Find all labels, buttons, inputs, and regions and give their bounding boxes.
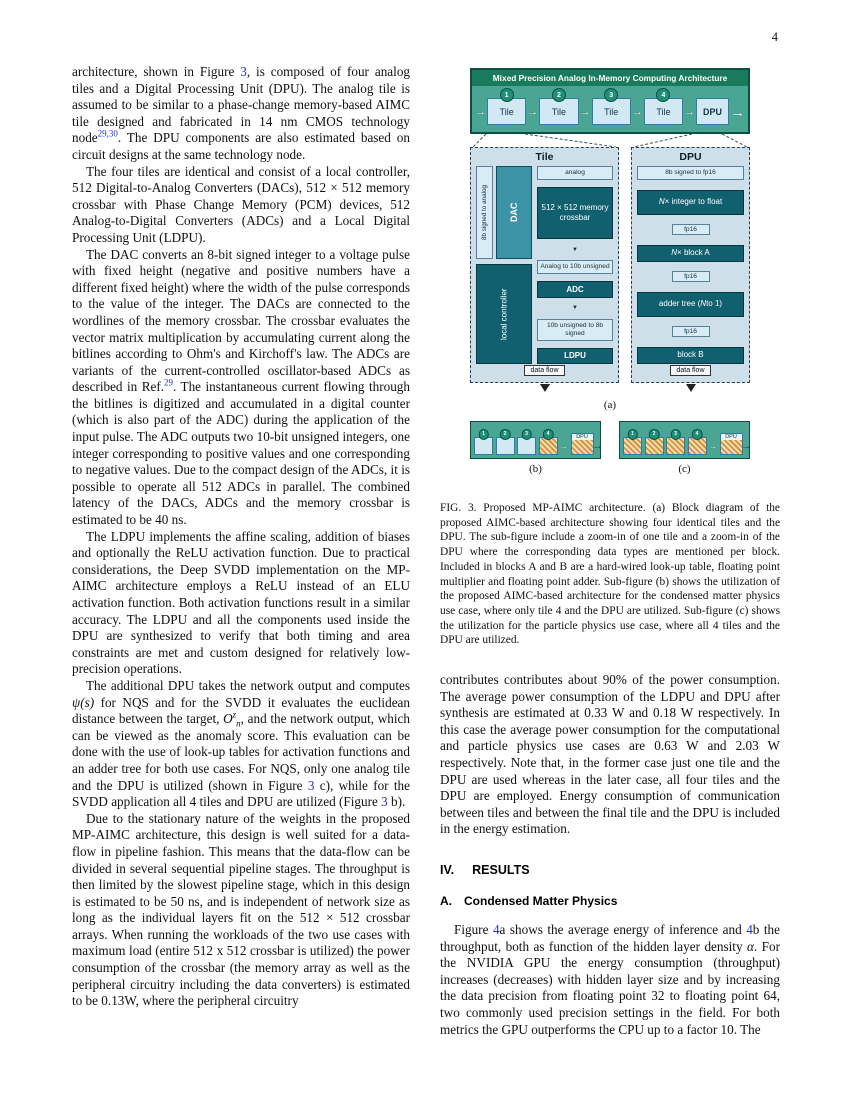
text-run: × block A: [677, 248, 710, 258]
paragraph: [440, 501, 780, 648]
tile-2-mini-active: [645, 431, 664, 455]
text-run: z: [232, 709, 237, 720]
zoom-row: [470, 147, 750, 383]
local-controller-block: local controller: [476, 264, 532, 364]
flow-arrow-icon: [475, 100, 486, 125]
utilization-row: [470, 421, 750, 475]
tile-dataflow: [471, 359, 618, 377]
tile-3-mini: [517, 431, 536, 455]
subsection-title: Condensed Matter Physics: [464, 893, 618, 908]
paragraph: [72, 678, 410, 811]
down-arrow-icon: [537, 305, 613, 311]
dac-input-label: 8b signed to analog: [476, 166, 493, 259]
text-run: × integer to float: [664, 197, 723, 207]
page-number: 4: [771, 30, 778, 44]
paragraph: [72, 811, 410, 1010]
tile-zoom: [470, 147, 619, 383]
text-run: N: [658, 197, 665, 207]
reference-link[interactable]: 29,30: [97, 128, 118, 139]
text-run: . The instantaneous current flowing through the bitlines is digitized and accumulated in a digital counter (which is also part of the ADC) during the application of the input pulse. The ADC outputs two 10-bit unsigned integers, one integer corresponding to positive values and one corresponding to negative values. Due to the compact design of the ADCs, it is possible to operate all 512 ADCs in parallel. The combined latency of the DACs, ADCs and the memory crossbar is estimated to be 40 ns.: [72, 379, 410, 528]
text-run: The additional DPU takes the network output and computes: [86, 677, 410, 693]
dpu-input-label: 8b signed to fp16: [637, 166, 744, 180]
subsection-number: A.: [440, 893, 452, 908]
tile-4: [644, 91, 683, 125]
subfigure-a-label: (a): [603, 399, 617, 411]
paragraph: [72, 164, 410, 247]
text-run: The LDPU implements the affine scaling, addition of biases and optionally the ReLU activation function. Due to practical considerations, the Deep SVDD implementation on the MP-AIMC architecture employs a ReLU instead of an ELU activation function. Both activation functions result in a similar accuracy. The LDPU and all the components used inside the DPU are synthesized to verify that both timing and area constraints are met and custom designed for relatively low-precision operations.: [72, 528, 410, 677]
text-run: . The DPU components are also estimated based on circuit designs at the same technology node.: [72, 130, 410, 162]
subfigure-b: [470, 421, 601, 475]
tile-1-mini: [474, 431, 493, 455]
right-column-text-bottom: [440, 922, 780, 1038]
tile-3: [592, 91, 631, 125]
tile-3-mini-badge: 3: [670, 429, 681, 440]
reference-link[interactable]: 3: [307, 777, 315, 793]
dac-block: DAC: [496, 166, 532, 259]
dpu-zoom: [631, 147, 750, 383]
flow-arrow-icon: [560, 439, 568, 455]
tile-3-mini-badge: 3: [521, 429, 532, 440]
subfigure-b-label: (b): [529, 463, 542, 475]
output-arrow-icon: [730, 100, 745, 125]
reference-link[interactable]: 29: [164, 377, 173, 388]
tile-4-label: Tile: [656, 106, 671, 117]
right-column-text: [440, 672, 780, 838]
subfigure-c-label: (c): [678, 463, 691, 475]
text-run: . For the NVIDIA GPU the energy consumption (throughput) increases (decreases) with hidden layer size and by increasing the data precision from floating point 32 to floating point 64, two commonly used precision settings in the field. For both metrics the GPU outperforms the CPU up to a factor 10. The: [440, 938, 780, 1037]
text-run: FIG. 3. Proposed MP-AIMC architecture. (a) Block diagram of the proposed AIMC-based architecture showing four identical tiles and the DPU. The sub-figure include a zoom-in of one tile and a zoom-in of the DPU where the corresponding data types are mentioned per block. Included in blocks A and B are a hard-wired look-up table, floating point multiplier and floating point adder. Sub-figure (b) shows the utilization of the proposed AIMC-based architecture for the condensed matter physics use case, where only tile 4 and the DPU are utilized. Sub-figure (c) shows the utilization for the particle physics use case, where all 4 tiles and the DPU are utilized.: [440, 502, 780, 647]
subfigure-c: [619, 421, 750, 475]
tile-1-mini-badge: 1: [627, 429, 638, 440]
section-title: RESULTS: [472, 862, 530, 877]
text-run: architecture, shown in Figure: [72, 64, 241, 79]
flow-arrow-icon: [580, 100, 591, 125]
memory-crossbar-block: 512 × 512 memory crossbar: [537, 187, 613, 239]
paragraph: [72, 529, 410, 678]
down-arrow-icon: [537, 247, 613, 253]
ldpu-input-label: 10b unsigned to 8b signed: [537, 319, 613, 341]
flow-arrow-icon: [684, 100, 695, 125]
tile-4-mini-active: [688, 431, 707, 455]
adder-tree-block: [637, 292, 744, 317]
text-run: contributes contributes about 90% of the power consumption. The average power consumption of the LDPU and DPU after synthesis are estimated at 0.33 W and 0.18 W respectively. In this case the average power consumption for the computational and particle physics use cases are 0.63 W and 2.03 W respectively. Note that, in the former case just one tile and the DPU are used whereas in the later case, all four tiles and the DPU are employed. Energy consumption of communication between tiles and between the final tile and the DPU is included in the energy estimation.: [440, 672, 780, 837]
tile-4-mini-active: [539, 431, 558, 455]
subsection-heading-condensed-matter: [440, 894, 780, 908]
dpu-mini-active: [571, 433, 594, 455]
figure-caption: [440, 501, 780, 648]
tile-3-label: Tile: [604, 106, 619, 117]
tile-2-mini-badge: 2: [500, 429, 511, 440]
fp16-label: fp16: [672, 326, 710, 337]
paragraph: [440, 672, 780, 838]
flow-arrow-icon: [527, 100, 538, 125]
dpu-mini-label: DPU: [572, 434, 593, 440]
zoom-connector-lines: [470, 134, 750, 147]
tile-zoom-left: [476, 166, 532, 364]
adc-block: ADC: [537, 281, 613, 298]
reference-link[interactable]: 3: [381, 794, 388, 810]
tile-1-mini-badge: 1: [478, 429, 489, 440]
text-run: The four tiles are identical and consist of a local controller, 512 Digital-to-Analog Converters (DACs), 512 × 512 memory crossbar with Phase Change Memory (PCM) devices, 512 Analog-to-Digital Converters (ADCs) and a Local Digital Processing Unit (LDPU).: [72, 163, 410, 245]
tile-2-mini-badge: 2: [649, 429, 660, 440]
text-run: The DAC converts an 8-bit signed integer to a voltage pulse with fixed height (negative and positive numbers have a different fixed height) where the width of the pulse corresponds to the value of the integer. The DACs are connected to the wordlines of the memory crossbar. The crossbar evaluates the vector matrix multiplication by accumulating current along the bitlines according to Ohm's and Kirchoff's law. The ADCs are variants of the current-controlled oscillator-based ADCs as described in Ref.: [72, 246, 410, 395]
int-to-float-block: [637, 190, 744, 215]
tile-3-number-badge: 3: [604, 88, 618, 102]
tile-1-label: Tile: [499, 106, 514, 117]
ldpu-block: LDPU: [537, 348, 613, 364]
dataflow-arrow-icon: [686, 384, 696, 392]
dpu-mini-active: [720, 433, 743, 455]
dpu-block: [696, 98, 729, 125]
tile-pipeline-strip: [472, 86, 748, 132]
text-run: to 1): [706, 299, 723, 309]
dataflow-arrow-icon: [540, 384, 550, 392]
text-run: b the throughput, both as function of the hidden layer density: [440, 921, 780, 954]
text-run: a shows the average energy of inference and: [499, 921, 747, 937]
output-arrow-icon: [592, 440, 603, 452]
text-run: α: [746, 938, 754, 954]
tile-1-number-badge: 1: [500, 88, 514, 102]
text-run: , is composed of four analog tiles and a Digital Processing Unit (DPU). The analog tile is assumed to be similar to a phase-change memory-based AIMC tile designed and fabricated in 14 nm CMOS technology node: [72, 64, 411, 146]
output-arrow-icon: [741, 440, 752, 452]
text-run: O: [223, 711, 233, 727]
fp16-label: fp16: [672, 271, 710, 282]
tile-1: [487, 91, 526, 125]
dpu-zoom-title: DPU: [679, 151, 702, 163]
text-run: N: [700, 299, 707, 309]
paragraph: [440, 922, 780, 1038]
dpu-dataflow: [632, 359, 749, 377]
reference-link[interactable]: 3: [240, 64, 247, 79]
adc-input-label: Analog to 10b unsigned: [537, 260, 613, 274]
tile-4-number-badge: 4: [656, 88, 670, 102]
reference-link[interactable]: 4: [492, 921, 500, 937]
text-run: ψ(s): [72, 694, 95, 710]
dataflow-label: data flow: [670, 365, 710, 376]
text-run: b).: [387, 794, 406, 810]
text-run: Due to the stationary nature of the weights in the proposed MP-AIMC architecture, this design is well suited for a data-flow in pipeline fashion. This means that the data-flow can be divided in several sequential pipeline stages. The throughput is then limited by the slowest pipeline stage, which in this design is estimated to be 50 ns, and is independent of network size as long as the individual layers fit on the 512 × 512 crossbar arrays. When running the workloads of the two use cases with maximum load (entire 512 x 512 crossbar is utilized) the power consumption of the crossbar (the memory array as well as the peripheral circuitry including the data converters) is estimated to be 0.13W, where the peripheral circuitry: [72, 810, 410, 1009]
text-run: adder tree (: [658, 299, 701, 309]
text-run: , and the network output, which can be viewed as the anomaly score. This evaluation can be done with the use of look-up tables for activation functions and an adder tree for both use cases. For NQS, only one analog tile and the DPU is utilized (shown in Figure: [72, 711, 410, 793]
tile-zoom-body: [476, 166, 613, 364]
section-heading-results: [440, 863, 780, 877]
text-run: n: [236, 718, 241, 729]
tile-4-mini-badge: 4: [543, 429, 554, 440]
paragraph: [72, 247, 410, 529]
text-run: Figure: [454, 921, 493, 937]
right-column: [440, 64, 780, 1038]
left-column: [72, 64, 410, 1010]
reference-link[interactable]: 4: [746, 921, 753, 937]
text-run: c), while for the SVDD application all 4 tiles and DPU are utilized (Figure: [72, 777, 410, 810]
fp16-label: fp16: [672, 224, 710, 235]
utilization-strip-c: [619, 421, 750, 459]
paragraph: [72, 64, 410, 164]
block-a: [637, 245, 744, 262]
tile-2-number-badge: 2: [552, 88, 566, 102]
dpu-zoom-body: [637, 166, 744, 364]
figure-title-bar: Mixed Precision Analog In-Memory Computing Architecture: [472, 70, 748, 86]
tile-zoom-title: Tile: [535, 151, 554, 163]
architecture-overview: [470, 68, 750, 134]
tile-1-mini-active: [623, 431, 642, 455]
flow-arrow-icon: [632, 100, 643, 125]
dataflow-label: data flow: [524, 365, 564, 376]
analog-label: analog: [537, 166, 613, 180]
tile-2-mini: [496, 431, 515, 455]
section-number: IV.: [440, 862, 455, 877]
text-run: block B: [677, 350, 704, 360]
tile-3-mini-active: [666, 431, 685, 455]
flow-arrow-icon: [709, 439, 717, 455]
dac-group: [476, 166, 532, 259]
dpu-mini-label: DPU: [721, 434, 742, 440]
tile-2: [539, 91, 578, 125]
tile-2-label: Tile: [551, 106, 566, 117]
tile-4-mini-badge: 4: [692, 429, 703, 440]
dpu-label: DPU: [703, 106, 723, 117]
utilization-strip-b: [470, 421, 601, 459]
text-run: N: [671, 248, 678, 258]
text-run: for NQS and for the SVDD it evaluates the euclidean distance between the target,: [72, 694, 410, 727]
figure-3: [470, 68, 750, 475]
tile-zoom-right: [537, 166, 613, 364]
